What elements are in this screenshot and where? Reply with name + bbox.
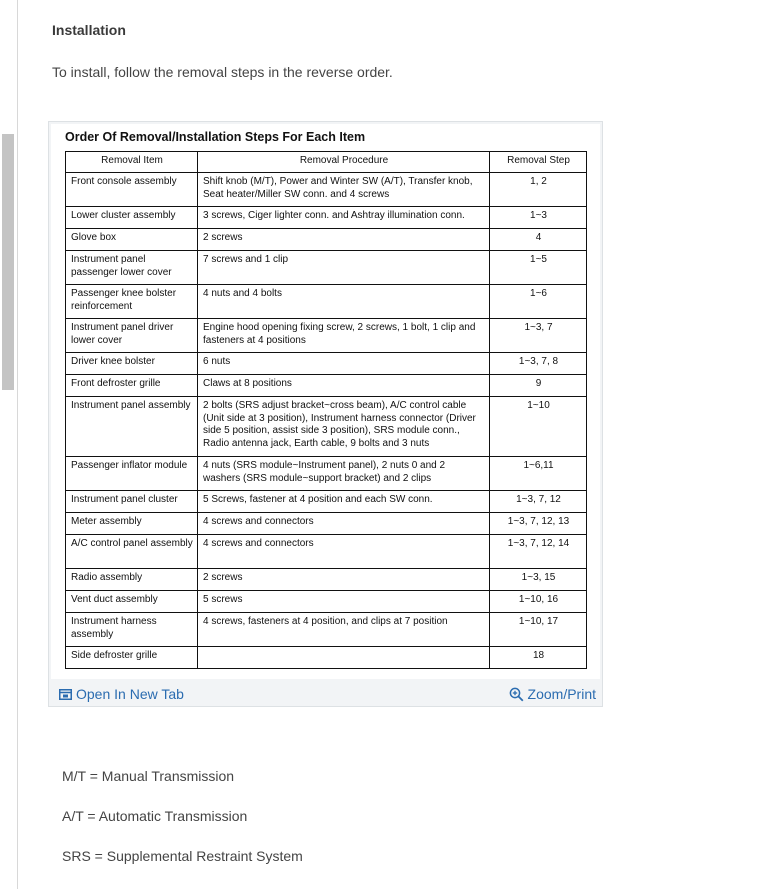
removal-item-cell: Passenger inflator module (66, 457, 198, 491)
zoom-icon (509, 687, 524, 702)
removal-step-cell: 1~3, 7, 12 (490, 491, 587, 513)
removal-item-cell: Instrument harness assembly (66, 613, 198, 647)
open-in-new-tab-link[interactable] (59, 686, 184, 702)
removal-procedure-cell: 2 bolts (SRS adjust bracket~cross beam), A/C control cable (Unit side at 3 position), Instrument harness connector (Driver side 5 position, assist side 3 position), SRS module conn., Radio antenna jack, Earth cable, 9 bolts and 3 nuts (198, 397, 490, 457)
table-row (66, 647, 587, 669)
table-title: Order Of Removal/Installation Steps For Each Item (65, 130, 366, 144)
removal-item-cell: Driver knee bolster (66, 353, 198, 375)
removal-item-cell: Front defroster grille (66, 375, 198, 397)
removal-procedure-cell: 3 screws, Ciger lighter conn. and Ashtray illumination conn. (198, 207, 490, 229)
removal-step-cell: 1~3, 7, 12, 14 (490, 535, 587, 569)
removal-procedure-cell: 6 nuts (198, 353, 490, 375)
removal-step-cell: 18 (490, 647, 587, 669)
table-row (66, 397, 587, 457)
removal-step-cell: 1~5 (490, 251, 587, 285)
table-row (66, 591, 587, 613)
section-title: Installation (52, 22, 126, 38)
table-row (66, 491, 587, 513)
table-row (66, 207, 587, 229)
scrollbar-thumb[interactable] (2, 134, 14, 390)
removal-step-cell: 4 (490, 229, 587, 251)
column-header-removal-procedure: Removal Procedure (198, 152, 490, 173)
removal-procedure-cell: 4 screws and connectors (198, 513, 490, 535)
removal-step-cell: 1~3, 15 (490, 569, 587, 591)
removal-procedure-cell: 5 screws (198, 591, 490, 613)
zoom-print-link[interactable] (509, 686, 596, 702)
removal-step-cell: 9 (490, 375, 587, 397)
figure-card (48, 121, 603, 707)
table-row (66, 375, 587, 397)
removal-procedure-cell: Claws at 8 positions (198, 375, 490, 397)
removal-item-cell: Front console assembly (66, 173, 198, 207)
table-row (66, 513, 587, 535)
removal-procedure-cell: 5 Screws, fastener at 4 position and each SW conn. (198, 491, 490, 513)
table-row (66, 613, 587, 647)
removal-item-cell: A/C control panel assembly (66, 535, 198, 569)
table-row (66, 319, 587, 353)
table-row (66, 457, 587, 491)
table-row (66, 251, 587, 285)
table-row (66, 353, 587, 375)
abbreviation-mt: M/T = Manual Transmission (62, 768, 235, 784)
table-row (66, 229, 587, 251)
removal-procedure-cell: 4 nuts (SRS module~Instrument panel), 2 nuts 0 and 2 washers (SRS module~support bracket) and 2 clips (198, 457, 490, 491)
column-header-removal-step: Removal Step (490, 152, 587, 173)
removal-item-cell: Side defroster grille (66, 647, 198, 669)
removal-procedure-cell: 4 screws and connectors (198, 535, 490, 569)
removal-item-cell: Instrument panel assembly (66, 397, 198, 457)
removal-step-cell: 1~6 (490, 285, 587, 319)
removal-procedure-cell (198, 647, 490, 669)
table-header-row (66, 152, 587, 173)
removal-step-cell: 1, 2 (490, 173, 587, 207)
table-row (66, 173, 587, 207)
removal-item-cell: Radio assembly (66, 569, 198, 591)
removal-step-cell: 1~10, 16 (490, 591, 587, 613)
table-row (66, 285, 587, 319)
removal-item-cell: Glove box (66, 229, 198, 251)
removal-procedure-cell: Engine hood opening fixing screw, 2 screws, 1 bolt, 1 clip and fasteners at 4 positions (198, 319, 490, 353)
open-in-new-tab-label: Open In New Tab (76, 686, 184, 702)
removal-item-cell: Meter assembly (66, 513, 198, 535)
removal-step-cell: 1~3, 7 (490, 319, 587, 353)
removal-step-cell: 1~3, 7, 8 (490, 353, 587, 375)
removal-procedure-cell: Shift knob (M/T), Power and Winter SW (A/T), Transfer knob, Seat heater/Miller SW conn. and 4 screws (198, 173, 490, 207)
abbreviation-srs: SRS = Supplemental Restraint System (62, 848, 303, 864)
left-gutter (0, 0, 18, 889)
abbreviation-at: A/T = Automatic Transmission (62, 808, 248, 824)
column-header-removal-item: Removal Item (66, 152, 198, 173)
removal-item-cell: Instrument panel cluster (66, 491, 198, 513)
table-row (66, 569, 587, 591)
removal-step-cell: 1~10 (490, 397, 587, 457)
intro-text: To install, follow the removal steps in the reverse order. (52, 64, 393, 80)
removal-item-cell: Lower cluster assembly (66, 207, 198, 229)
removal-item-cell: Vent duct assembly (66, 591, 198, 613)
removal-procedure-cell: 7 screws and 1 clip (198, 251, 490, 285)
removal-step-cell: 1~10, 17 (490, 613, 587, 647)
removal-item-cell: Passenger knee bolster reinforcement (66, 285, 198, 319)
figure-image (51, 124, 600, 679)
removal-procedure-cell: 2 screws (198, 229, 490, 251)
open-new-tab-icon (59, 689, 72, 700)
removal-steps-table (65, 151, 587, 669)
removal-step-cell: 1~3 (490, 207, 587, 229)
removal-procedure-cell: 4 nuts and 4 bolts (198, 285, 490, 319)
removal-item-cell: Instrument panel driver lower cover (66, 319, 198, 353)
removal-step-cell: 1~6,11 (490, 457, 587, 491)
removal-item-cell: Instrument panel passenger lower cover (66, 251, 198, 285)
removal-step-cell: 1~3, 7, 12, 13 (490, 513, 587, 535)
table-row (66, 535, 587, 569)
removal-procedure-cell: 2 screws (198, 569, 490, 591)
zoom-print-label: Zoom/Print (527, 686, 596, 702)
removal-procedure-cell: 4 screws, fasteners at 4 position, and clips at 7 position (198, 613, 490, 647)
